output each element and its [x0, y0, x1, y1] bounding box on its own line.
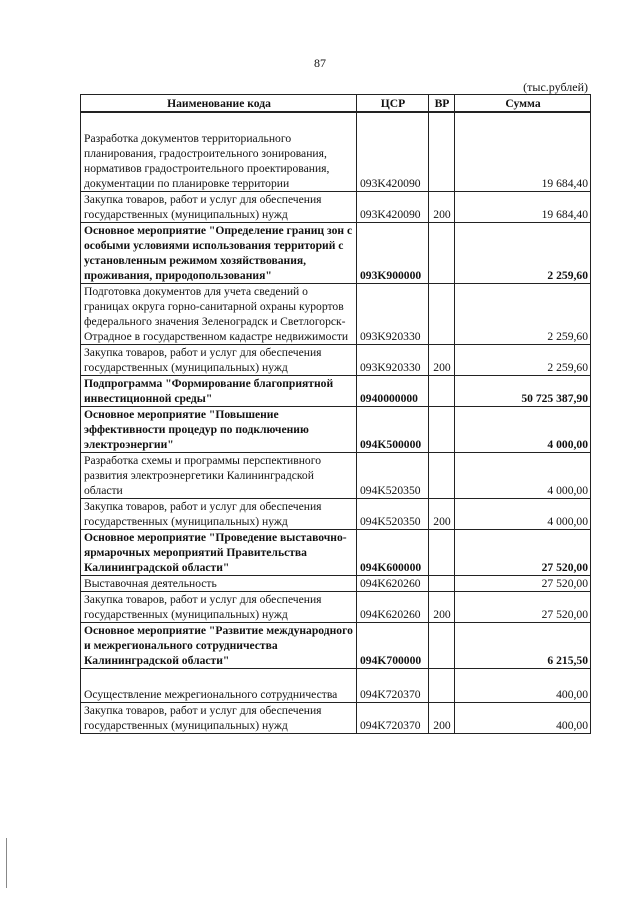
cell-sum: 27 520,00 [455, 592, 591, 623]
table-row [81, 345, 591, 376]
header-sum: Сумма [455, 95, 591, 113]
cell-vr [429, 530, 455, 576]
table-row [81, 703, 591, 734]
cell-vr [429, 453, 455, 499]
cell-vr [429, 623, 455, 669]
table-row [81, 623, 591, 669]
cell-sum: 50 725 387,90 [455, 376, 591, 407]
cell-sum: 4 000,00 [455, 407, 591, 453]
table-row [81, 499, 591, 530]
cell-vr: 200 [429, 192, 455, 223]
table-row [81, 592, 591, 623]
cell-vr: 200 [429, 703, 455, 734]
cell-vr [429, 284, 455, 345]
cell-name: Закупка товаров, работ и услуг для обеспечения государственных (муниципальных) нужд [81, 192, 357, 223]
budget-table [80, 94, 591, 734]
cell-sum: 2 259,60 [455, 284, 591, 345]
cell-name: Подпрограмма "Формирование благоприятной инвестиционной среды" [81, 376, 357, 407]
cell-csr: 094K720370 [357, 669, 429, 703]
cell-sum: 6 215,50 [455, 623, 591, 669]
cell-csr: 094K520350 [357, 499, 429, 530]
cell-csr: 094K600000 [357, 530, 429, 576]
table-row [81, 669, 591, 703]
cell-name: Подготовка документов для учета сведений о границах округа горно-санитарной охраны курортов федерального значения Зеленоградск и Светлогорск-Отрадное в государственном кадастре недвижимости [81, 284, 357, 345]
cell-vr [429, 223, 455, 284]
table-header-row [81, 95, 591, 113]
cell-sum: 2 259,60 [455, 223, 591, 284]
cell-vr: 200 [429, 592, 455, 623]
header-name: Наименование кода [81, 95, 357, 113]
cell-name: Основное мероприятие "Повышение эффективности процедур по подключению электроэнергии" [81, 407, 357, 453]
cell-csr: 093K900000 [357, 223, 429, 284]
cell-sum: 400,00 [455, 669, 591, 703]
table-row [81, 112, 591, 192]
cell-vr [429, 407, 455, 453]
table-row [81, 376, 591, 407]
table-row [81, 453, 591, 499]
cell-sum: 2 259,60 [455, 345, 591, 376]
cell-vr: 200 [429, 345, 455, 376]
cell-name: Закупка товаров, работ и услуг для обеспечения государственных (муниципальных) нужд [81, 499, 357, 530]
table-row [81, 576, 591, 592]
cell-sum: 19 684,40 [455, 192, 591, 223]
cell-csr: 093K920330 [357, 345, 429, 376]
table-row [81, 407, 591, 453]
cell-csr: 094K620260 [357, 592, 429, 623]
cell-csr: 0940000000 [357, 376, 429, 407]
cell-csr: 094K720370 [357, 703, 429, 734]
header-csr: ЦСР [357, 95, 429, 113]
cell-csr: 093K420090 [357, 192, 429, 223]
cell-csr: 093K420090 [357, 112, 429, 192]
cell-sum: 27 520,00 [455, 576, 591, 592]
header-vr: ВР [429, 95, 455, 113]
cell-csr: 093K920330 [357, 284, 429, 345]
margin-mark [6, 838, 7, 888]
table-row [81, 192, 591, 223]
cell-sum: 4 000,00 [455, 499, 591, 530]
table-body [81, 112, 591, 734]
units-label: (тыс.рублей) [523, 80, 588, 94]
cell-name: Осуществление межрегионального сотрудничества [81, 669, 357, 703]
cell-sum: 4 000,00 [455, 453, 591, 499]
page-number: 87 [314, 56, 326, 70]
cell-csr: 094K520350 [357, 453, 429, 499]
cell-name: Основное мероприятие "Проведение выставочно-ярмарочных мероприятий Правительства Калининградской области" [81, 530, 357, 576]
table-row [81, 223, 591, 284]
cell-sum: 19 684,40 [455, 112, 591, 192]
cell-csr: 094K620260 [357, 576, 429, 592]
cell-csr: 094K700000 [357, 623, 429, 669]
cell-vr [429, 669, 455, 703]
cell-vr [429, 112, 455, 192]
cell-vr [429, 576, 455, 592]
cell-name: Закупка товаров, работ и услуг для обеспечения государственных (муниципальных) нужд [81, 592, 357, 623]
cell-name: Основное мероприятие "Развитие международного и межрегионального сотрудничества Калининградской области" [81, 623, 357, 669]
table-row [81, 530, 591, 576]
table-row [81, 284, 591, 345]
cell-name: Основное мероприятие "Определение границ зон с особыми условиями использования территорий с установленным режимом хозяйствования, проживания, природопользования" [81, 223, 357, 284]
cell-name: Закупка товаров, работ и услуг для обеспечения государственных (муниципальных) нужд [81, 345, 357, 376]
cell-csr: 094K500000 [357, 407, 429, 453]
cell-vr [429, 376, 455, 407]
cell-sum: 400,00 [455, 703, 591, 734]
cell-sum: 27 520,00 [455, 530, 591, 576]
cell-name: Закупка товаров, работ и услуг для обеспечения государственных (муниципальных) нужд [81, 703, 357, 734]
cell-name: Выставочная деятельность [81, 576, 357, 592]
cell-name: Разработка схемы и программы перспективного развития электроэнергетики Калининградской области [81, 453, 357, 499]
cell-name: Разработка документов территориального планирования, градостроительного зонирования, нормативов градостроительного проектирования, документации по планировке территории [81, 112, 357, 192]
cell-vr: 200 [429, 499, 455, 530]
